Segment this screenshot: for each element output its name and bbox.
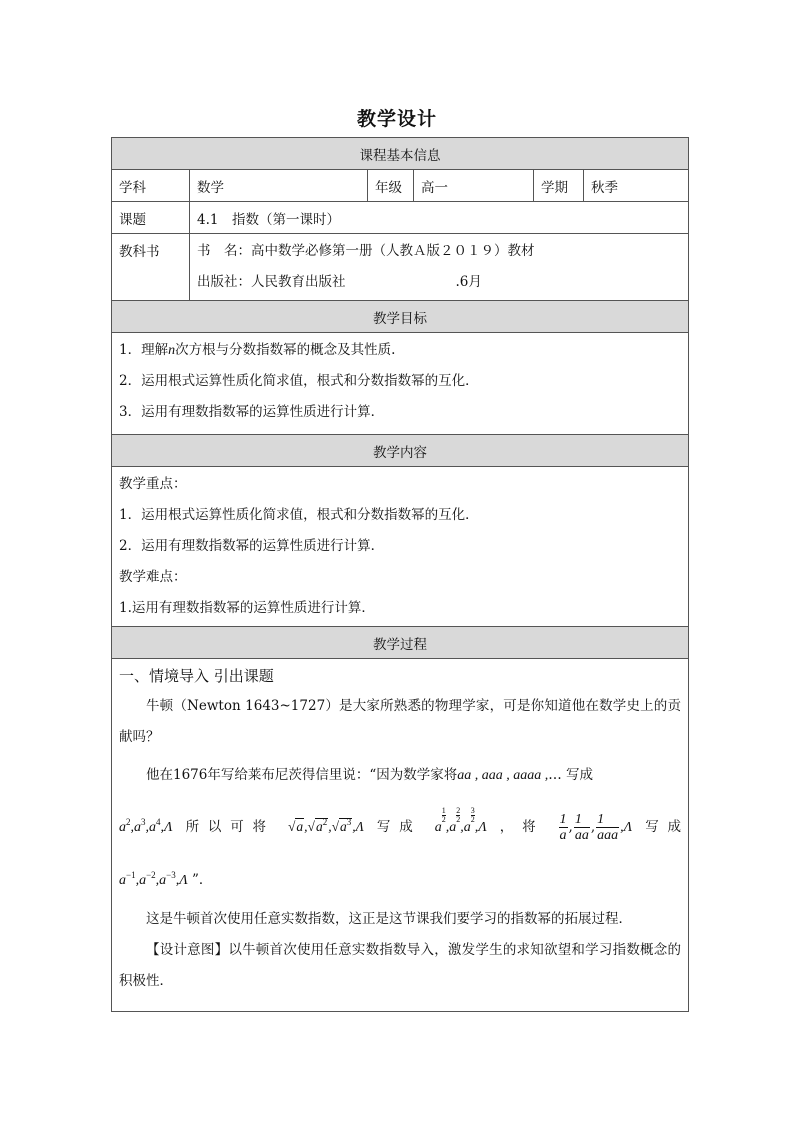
book-name: 书 名：高中数学必修第一册（人教Ａ版２０１９）教材 [197,243,535,259]
process-block [112,659,689,1012]
document-title: 教学设计 [356,108,437,130]
var-n: n [168,343,176,358]
objective-item: 3．运用有理数指数幂的运算性质进行计算． [119,404,385,420]
difficult-points-label: 教学难点： [119,569,187,585]
process-paragraph: 他在1676年写给莱布尼茨得信里说：“因为数学家将aa , aaa , aaaa ,… 写成 [146,767,594,783]
term-label: 学期 [534,170,584,202]
topic-value: 4.1 指数（第一课时） [190,202,689,234]
design-intent-paragraph: 【设计意图】以牛顿首次使用任意实数指数导入，激发学生的求知欲望和学习指数概念的积极性． [119,942,681,989]
grade-value: 高一 [414,170,534,202]
difficult-point-item: 1.运用有理数指数幂的运算性质进行计算． [119,600,375,616]
section-process: 教学过程 [112,627,689,659]
section-content: 教学内容 [112,435,689,467]
subject-label: 学科 [112,170,190,202]
key-point-item: 2．运用有理数指数幂的运算性质进行计算． [119,538,385,554]
publisher-date: .6月 [455,274,482,290]
textbook-label: 教科书 [112,234,190,301]
math-expression-line: $a^2,a^3,a^4,\Lambda$ 所以可将 $√a,√a^2,√a^3,\Lambda$ 写成 a $\frac{1}{2}$ ,a $\frac{2}{2}$ ,a $\frac{3}{2}$ ,Λ ，将 $\frac{1}{a}$ , $\frac{1}{aa}$ , $\frac{1}{\text{aaa}}$ ,Λ 写成 [119,806,682,843]
publisher-line [197,267,681,298]
section-basic-info: 课程基本信息 [112,138,689,170]
process-paragraph: 牛顿（Newton 1643~1727）是大家所熟悉的物理学家，可是你知道他在数学史上的贡献吗？ [119,698,681,745]
section-objectives: 教学目标 [112,301,689,333]
objective-item: 2．运用根式运算性质化简求值，根式和分数指数幂的互化． [119,373,479,389]
subject-value: 数学 [190,170,368,202]
math-expression-line: $a^{-1},a^{-2},a^{-3},\Lambda$ ”． [119,870,213,888]
process-heading: 一、情境导入 引出课题 [119,667,274,685]
process-paragraph: 这是牛顿首次使用任意实数指数，这正是这节课我们要学习的指数幂的拓展过程． [146,911,632,927]
grade-label: 年级 [368,170,414,202]
objectives-list [112,333,689,435]
key-point-item: 1．运用根式运算性质化简求值，根式和分数指数幂的互化． [119,507,479,523]
lesson-design-table [111,137,689,1012]
content-block [112,467,689,627]
topic-label: 课题 [112,202,190,234]
objective-item: 1．理解n次方根与分数指数幂的概念及其性质. [119,342,396,358]
textbook-info [190,234,689,301]
term-value: 秋季 [584,170,689,202]
publisher-name: 出版社：人民教育出版社 [197,274,346,290]
key-points-label: 教学重点： [119,476,187,492]
